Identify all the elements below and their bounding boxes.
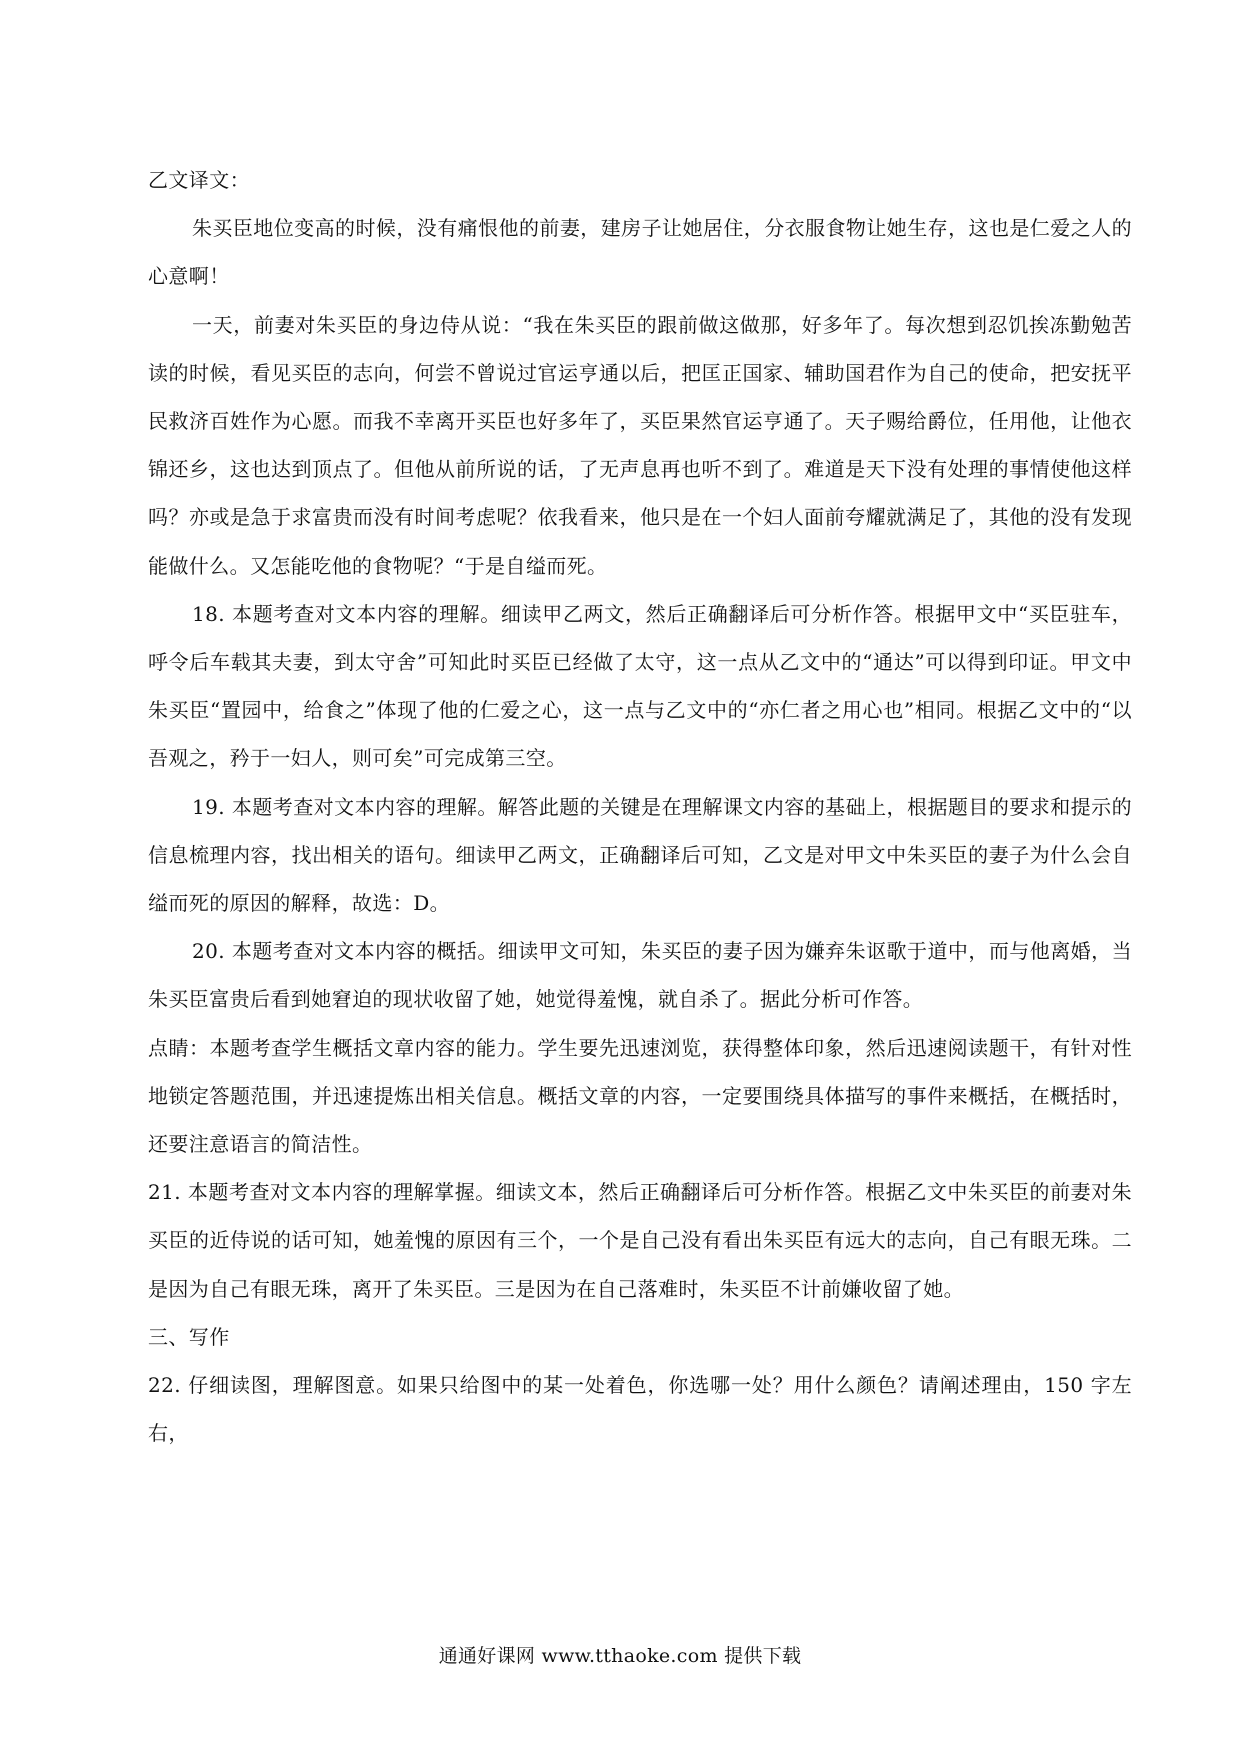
answer-18-paragraph: 18. 本题考查对文本内容的理解。细读甲乙两文，然后正确翻译后可分析作答。根据甲文中“买臣驻车，呼令后车载其夫妻，到太守舍”可知此时买臣已经做了太守，这一点从乙文中的“通达”可以得到印证。甲文中朱买臣“置园中，给食之”体现了他的仁爱之心，这一点与乙文中的“亦仁者之用心也”相同。根据乙文中的“以吾观之，矜于一妇人，则可矣”可完成第三空。 <box>148 601 1132 771</box>
answer-21-paragraph: 21. 本题考查对文本内容的理解掌握。细读文本，然后正确翻译后可分析作答。根据乙文中朱买臣的前妻对朱买臣的近侍说的话可知，她羞愧的原因有三个，一个是自己没有看出朱买臣有远大的志向，自己有眼无珠。二是因为自己有眼无珠，离开了朱买臣。三是因为在自己落难时，朱买臣不计前嫌收留了她。 <box>148 1180 1132 1301</box>
question-22-paragraph: 22. 仔细读图，理解图意。如果只给图中的某一处着色，你选哪一处？用什么颜色？请阐述理由，150 字左右， <box>148 1373 1132 1446</box>
section-heading-writing: 三、写作 <box>148 1324 230 1349</box>
translation-paragraph: 朱买臣地位变高的时候，没有痛恨他的前妻，建房子让她居住，分衣服食物让她生存，这也是仁爱之人的心意啊！ <box>148 216 1132 289</box>
translation-paragraph: 一天，前妻对朱买臣的身边侍从说：“我在朱买臣的跟前做这做那，好多年了。每次想到忍饥挨冻勤勉苦读的时候，看见买臣的志向，何尝不曾说过官运亨通以后，把匡正国家、辅助国君作为自己的使命，把安抚平民救济百姓作为心愿。而我不幸离开买臣也好多年了，买臣果然官运亨通了。天子赐给爵位，任用他，让他衣锦还乡，这也达到顶点了。但他从前所说的话，了无声息再也听不到了。难道是天下没有处理的事情使他这样吗？亦或是急于求富贵而没有时间考虑呢？依我看来，他只是在一个妇人面前夸耀就满足了，其他的没有发现能做什么。又怎能吃他的食物呢？“于是自缢而死。 <box>148 312 1132 578</box>
answer-19-paragraph: 19. 本题考查对文本内容的理解。解答此题的关键是在理解课文内容的基础上，根据题目的要求和提示的信息梳理内容，找出相关的语句。细读甲乙两文，正确翻译后可知，乙文是对甲文中朱买臣的妻子为什么会自缢而死的原因的解释，故选：D。 <box>148 794 1132 916</box>
document-body <box>148 156 1132 1457</box>
answer-20-paragraph: 20. 本题考查对文本内容的概括。细读甲文可知，朱买臣的妻子因为嫌弃朱讴歌于道中，而与他离婚，当朱买臣富贵后看到她窘迫的现状收留了她，她觉得羞愧，就自杀了。据此分析可作答。 <box>148 939 1132 1012</box>
heading-yi-translation: 乙文译文： <box>148 168 250 192</box>
tip-paragraph: 点睛：本题考查学生概括文章内容的能力。学生要先迅速浏览，获得整体印象，然后迅速阅读题干，有针对性地锁定答题范围，并迅速提炼出相关信息。概括文章的内容，一定要围绕具体描写的事件来概括，在概括时，还要注意语言的简洁性。 <box>148 1035 1132 1157</box>
page-footer: 通通好课网 www.tthaoke.com 提供下载 <box>438 1645 802 1667</box>
